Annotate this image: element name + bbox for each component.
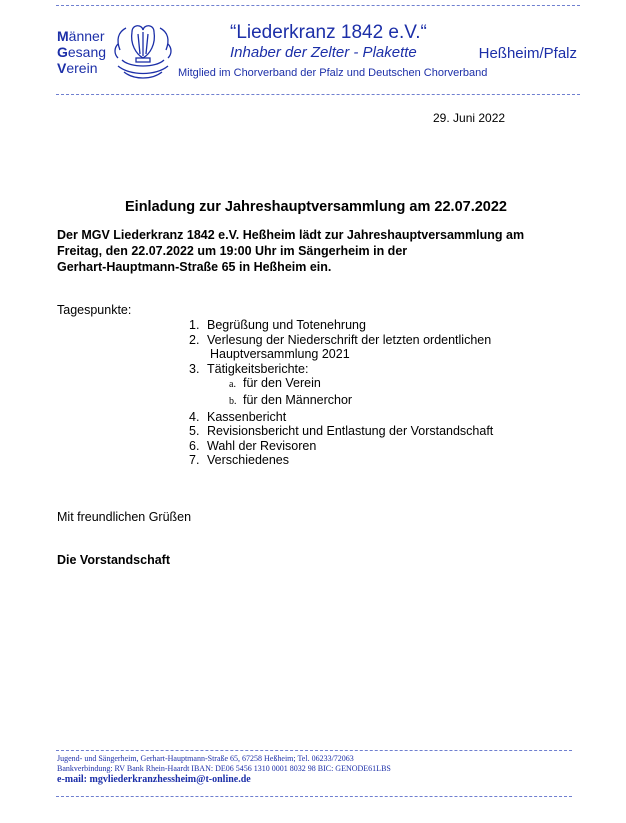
org-subtitle: Inhaber der Zelter - Plakette [230, 44, 417, 61]
footer-top-rule [56, 750, 572, 751]
header-bottom-rule [56, 94, 580, 95]
letter-signature: Die Vorstandschaft [57, 553, 170, 567]
org-word-gesang: Gesang [57, 44, 107, 60]
agenda-item-continuation: Hauptversammlung 2021 [210, 347, 350, 362]
lyre-emblem-icon [112, 20, 174, 87]
org-word-maenner: Männer [57, 28, 105, 44]
intro-line: Freitag, den 22.07.2022 um 19:00 Uhr im Sängerheim in der [57, 244, 408, 258]
footer-address: Jugend- und Sängerheim, Gerhart-Hauptmann-Straße 65, 67258 Heßheim; Tel. 06233/72063 [57, 754, 354, 763]
agenda-item: 2. Verlesung der Niederschrift der letzten ordentlichen [189, 332, 492, 347]
org-word-verein: Verein [57, 60, 98, 76]
letter-date: 29. Juni 2022 [433, 111, 506, 125]
header-top-rule [56, 5, 580, 6]
agenda-item: 1. Begrüßung und Totenehrung [189, 318, 366, 332]
footer-email: e-mail: mgvliederkranzhessheim@t-online.de [57, 774, 251, 785]
agenda-item: 5. Revisionsbericht und Entlastung der Vorstandschaft [189, 424, 494, 439]
agenda-item: 6. Wahl der Revisoren [189, 438, 317, 453]
agenda-list [189, 318, 493, 468]
footer-bank: Bankverbindung: RV Bank Rhein-Haardt IBAN: DE06 5456 1310 0001 8032 98 BIC: GENODE61LBS [57, 764, 391, 773]
membership-line: Mitglied im Chorverband der Pfalz und Deutschen Chorverband [178, 67, 488, 79]
intro-line: Der MGV Liederkranz 1842 e.V. Heßheim lädt zur Jahreshauptversammlung am [57, 228, 525, 242]
agenda-subitem: a. für den Verein [229, 376, 321, 391]
org-place: Heßheim/Pfalz [478, 45, 577, 62]
intro-line: Gerhart-Hauptmann-Straße 65 in Heßheim ein. [57, 260, 332, 274]
agenda-item: 7. Verschiedenes [189, 453, 290, 468]
org-name-stack [57, 28, 106, 76]
org-title: “Liederkranz 1842 e.V.“ [230, 22, 427, 43]
agenda-label: Tagespunkte: [57, 303, 132, 317]
letter-intro [57, 227, 524, 275]
footer-bottom-rule [56, 796, 572, 797]
agenda-item: 4. Kassenbericht [189, 409, 287, 424]
agenda-item: 3. Tätigkeitsberichte: [189, 361, 309, 376]
letter-heading: Einladung zur Jahreshauptversammlung am 22.07.2022 [125, 199, 507, 215]
agenda-subitem: b. für den Männerchor [229, 392, 353, 407]
letter-closing: Mit freundlichen Grüßen [57, 510, 192, 524]
